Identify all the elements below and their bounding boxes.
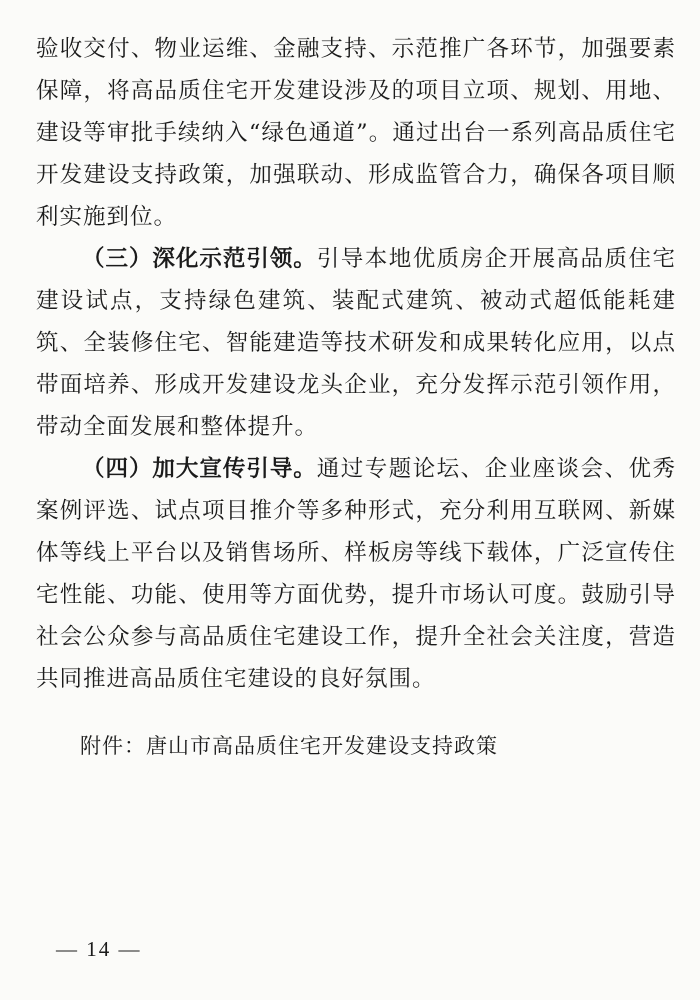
section-heading: （三）深化示范引领。 [82,246,317,272]
paragraph-section-3 [36,238,676,448]
paragraph-text: 通过专题论坛、企业座谈会、优秀案例评选、试点项目推介等多种形式，充分利用互联网、新媒体等线上平台以及销售场所、样板房等线下载体，广泛宣传住宅性能、功能、使用等方面优势，提升市场认可度。鼓励引导社会公众参与高品质住宅建设工作，提升全社会关注度，营造共同推进高品质住宅建设的良好氛围。 [36,456,676,692]
page-number: — 14 — [56,937,142,961]
section-heading: （四）加大宣传引导。 [82,456,317,482]
attachment-note: 附件：唐山市高品质住宅开发建设支持政策 [80,734,498,758]
paragraph-continuation [36,28,676,238]
paragraph-section-4 [36,448,676,700]
paragraph-text: 验收交付、物业运维、金融支持、示范推广各环节，加强要素保障，将高品质住宅开发建设涉及的项目立项、规划、用地、建设等审批手续纳入“绿色通道”。通过出台一系列高品质住宅开发建设支持政策，加强联动、形成监管合力，确保各项目顺利实施到位。 [36,36,676,230]
paragraph-text: 引导本地优质房企开展高品质住宅建设试点，支持绿色建筑、装配式建筑、被动式超低能耗建筑、全装修住宅、智能建造等技术研发和成果转化应用，以点带面培养、形成开发建设龙头企业，充分发挥示范引领作用，带动全面发展和整体提升。 [36,246,676,440]
